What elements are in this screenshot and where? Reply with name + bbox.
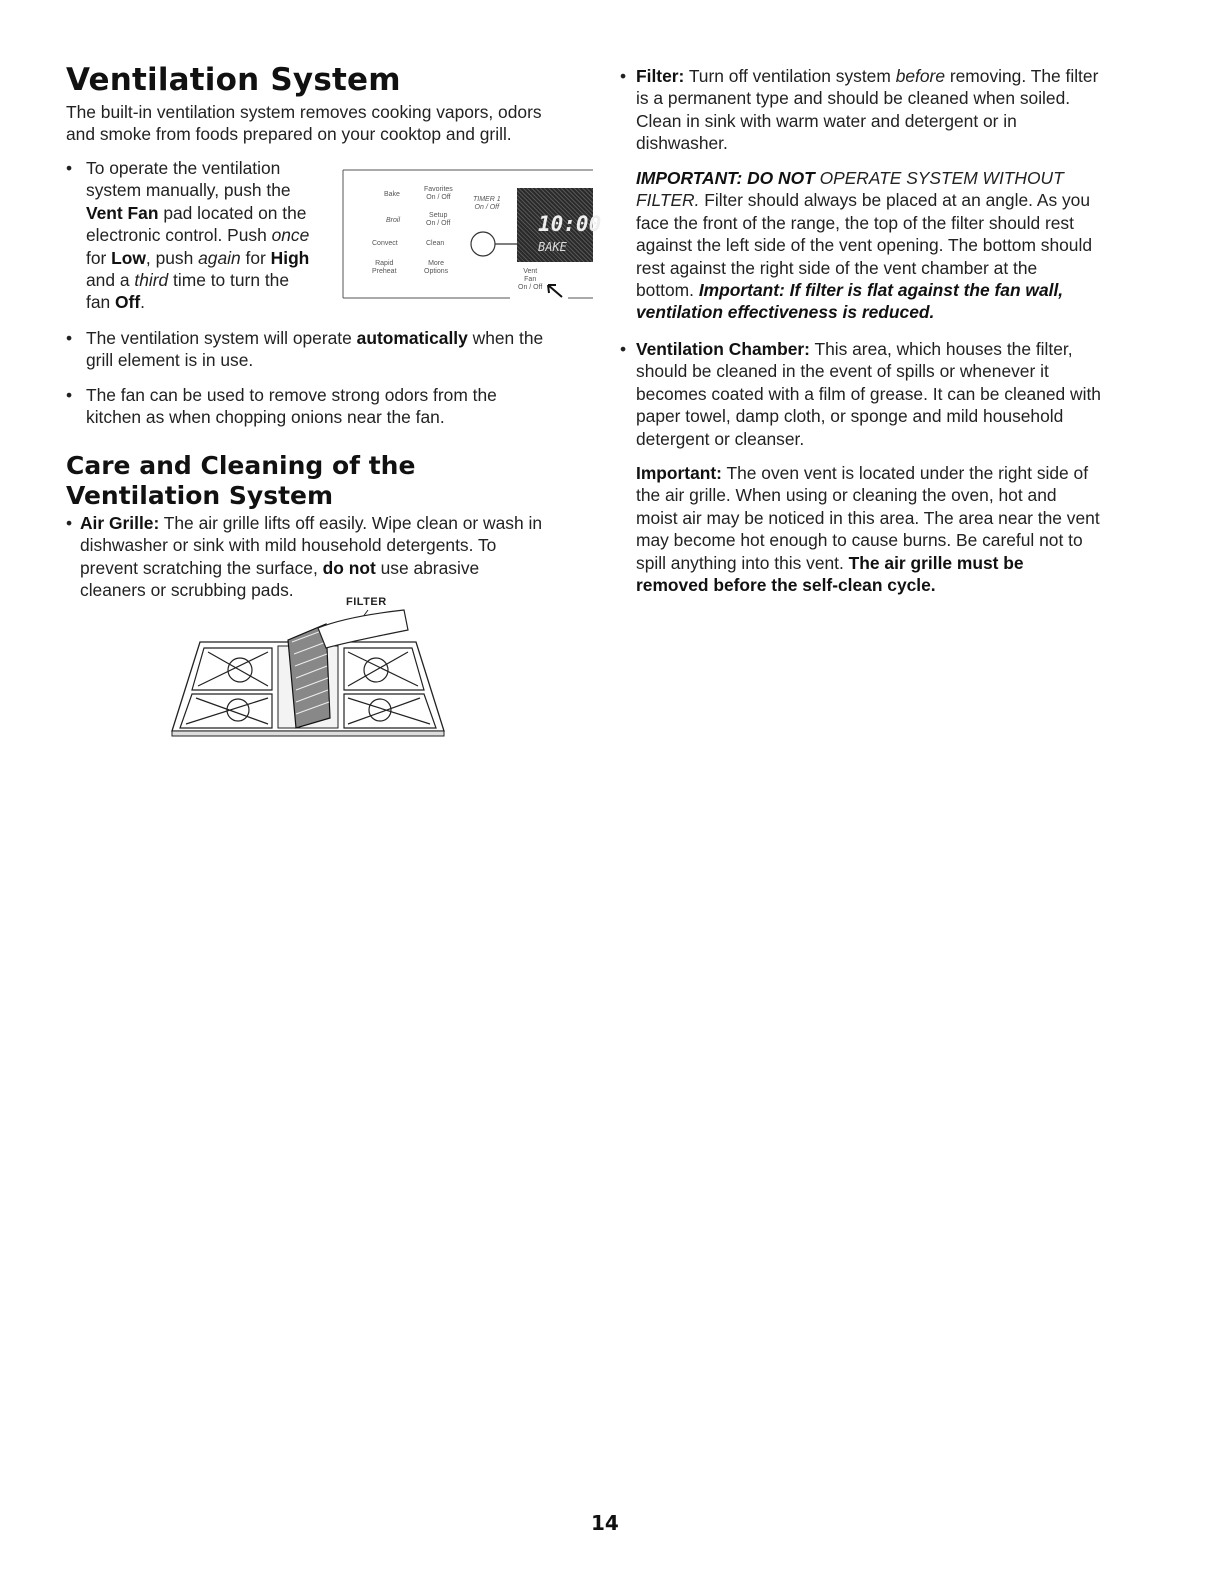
bullet-dot: • bbox=[620, 66, 627, 86]
important-filter-note bbox=[636, 167, 1092, 324]
text-line: kitchen as when chopping onions near the fan. bbox=[86, 407, 445, 428]
text-line: moist air may be noticed in this area. The area near the vent bbox=[636, 507, 1100, 528]
display-mode: BAKE bbox=[538, 240, 567, 254]
pad-timer: TIMER 1 On / Off bbox=[473, 196, 501, 211]
text-line: removed before the self-clean cycle. bbox=[636, 575, 936, 596]
pad-convect: Convect bbox=[372, 240, 398, 247]
pad-more-options: More Options bbox=[424, 260, 449, 275]
bullet-dot: • bbox=[66, 158, 73, 178]
text-line: face the front of the range, the top of the filter should rest bbox=[636, 212, 1074, 233]
pad-setup: Setup On / Off bbox=[426, 212, 451, 227]
text-line: the air grille. When using or cleaning the oven, hot and bbox=[636, 485, 1057, 506]
text-line: may become hot enough to cause burns. Be careful not to bbox=[636, 530, 1083, 551]
text-line: and a third time to turn the bbox=[86, 270, 290, 291]
bullet-odors bbox=[66, 384, 606, 434]
text-line: grill element is in use. bbox=[86, 350, 254, 371]
text-line: FILTER. Filter should always be placed at an angle. As you bbox=[636, 190, 1091, 211]
pad-bake: Bake bbox=[384, 191, 400, 198]
important-oven-vent-note bbox=[636, 462, 1100, 596]
text-line: The ventilation system will operate automatically when the bbox=[86, 328, 544, 348]
intro-line-1: The built-in ventilation system removes cooking vapors, odors bbox=[66, 102, 542, 122]
bullet-filter bbox=[620, 65, 1160, 160]
intro-line-2: and smoke from foods prepared on your cooktop and grill. bbox=[66, 124, 512, 144]
bullet-dot: • bbox=[66, 328, 73, 348]
text-line: system manually, push the bbox=[86, 180, 291, 201]
bullet-dot: • bbox=[620, 339, 627, 359]
text-line: To operate the ventilation bbox=[86, 158, 281, 178]
text-line: Clean in sink with warm water and detergent or in bbox=[636, 110, 1017, 131]
text-line: fan Off. bbox=[86, 292, 145, 312]
text-line: dishwasher or sink with mild household detergents. To bbox=[80, 535, 497, 556]
pad-clean: Clean bbox=[426, 240, 445, 247]
text-line: Air Grille: The air grille lifts off easily. Wipe clean or wash in bbox=[80, 513, 543, 533]
text-line: detergent or cleanser. bbox=[636, 428, 805, 449]
bullet-dot: • bbox=[66, 385, 73, 405]
text-line: Vent Fan pad located on the bbox=[86, 202, 307, 223]
pad-vent-fan: Vent Fan On / Off bbox=[518, 268, 543, 291]
text-line: for Low, push again for High bbox=[86, 247, 310, 268]
text-line: electronic control. Push once bbox=[86, 225, 310, 246]
pad-rapid-preheat: Rapid Preheat bbox=[372, 260, 397, 275]
text-line: ventilation effectiveness is reduced. bbox=[636, 302, 935, 323]
text-line: paper towel, damp cloth, or sponge and mild household bbox=[636, 406, 1064, 427]
bullet-dot: • bbox=[66, 513, 73, 533]
bullet-ventilation-chamber bbox=[620, 338, 1160, 458]
text-line: prevent scratching the surface, do not use abrasive bbox=[80, 557, 480, 578]
display-time: 10:00 bbox=[538, 212, 602, 236]
text-line: should be cleaned in the event of spills or whenever it bbox=[636, 361, 1049, 382]
text-line: The fan can be used to remove strong odors from the bbox=[86, 385, 497, 405]
text-line: cleaners or scrubbing pads. bbox=[80, 580, 294, 601]
bullet-automatic bbox=[66, 327, 606, 377]
text-line: is a permanent type and should be cleaned when soiled. bbox=[636, 88, 1071, 109]
text-line: against the left side of the vent opening. The bottom should bbox=[636, 235, 1093, 256]
bullet-air-grille bbox=[66, 512, 606, 607]
pad-favorites: Favorites On / Off bbox=[424, 186, 453, 201]
filter-label: FILTER bbox=[346, 596, 387, 608]
page-title: Ventilation System bbox=[66, 62, 401, 98]
text-line: Filter: Turn off ventilation system before removing. The filter bbox=[636, 66, 1099, 86]
page-number: 14 bbox=[591, 1511, 619, 1535]
pad-broil: Broil bbox=[386, 217, 401, 224]
text-line: rest against the right side of the vent chamber at the bbox=[636, 257, 1038, 278]
text-line: Important: The oven vent is located under the right side of bbox=[636, 463, 1089, 483]
cooktop-filter-illustration bbox=[168, 608, 458, 743]
text-line: dishwasher. bbox=[636, 133, 728, 154]
text-line: spill anything into this vent. The air grille must be bbox=[636, 552, 1024, 573]
text-line: Ventilation Chamber: This area, which houses the filter, bbox=[636, 339, 1073, 359]
section-title-care: Care and Cleaning of the Ventilation System bbox=[66, 451, 416, 510]
text-line: becomes coated with a film of grease. It can be cleaned with bbox=[636, 383, 1101, 404]
text-line: bottom. Important: If filter is flat against the fan wall, bbox=[636, 280, 1064, 301]
text-line: IMPORTANT: DO NOT OPERATE SYSTEM WITHOUT bbox=[636, 168, 1064, 188]
